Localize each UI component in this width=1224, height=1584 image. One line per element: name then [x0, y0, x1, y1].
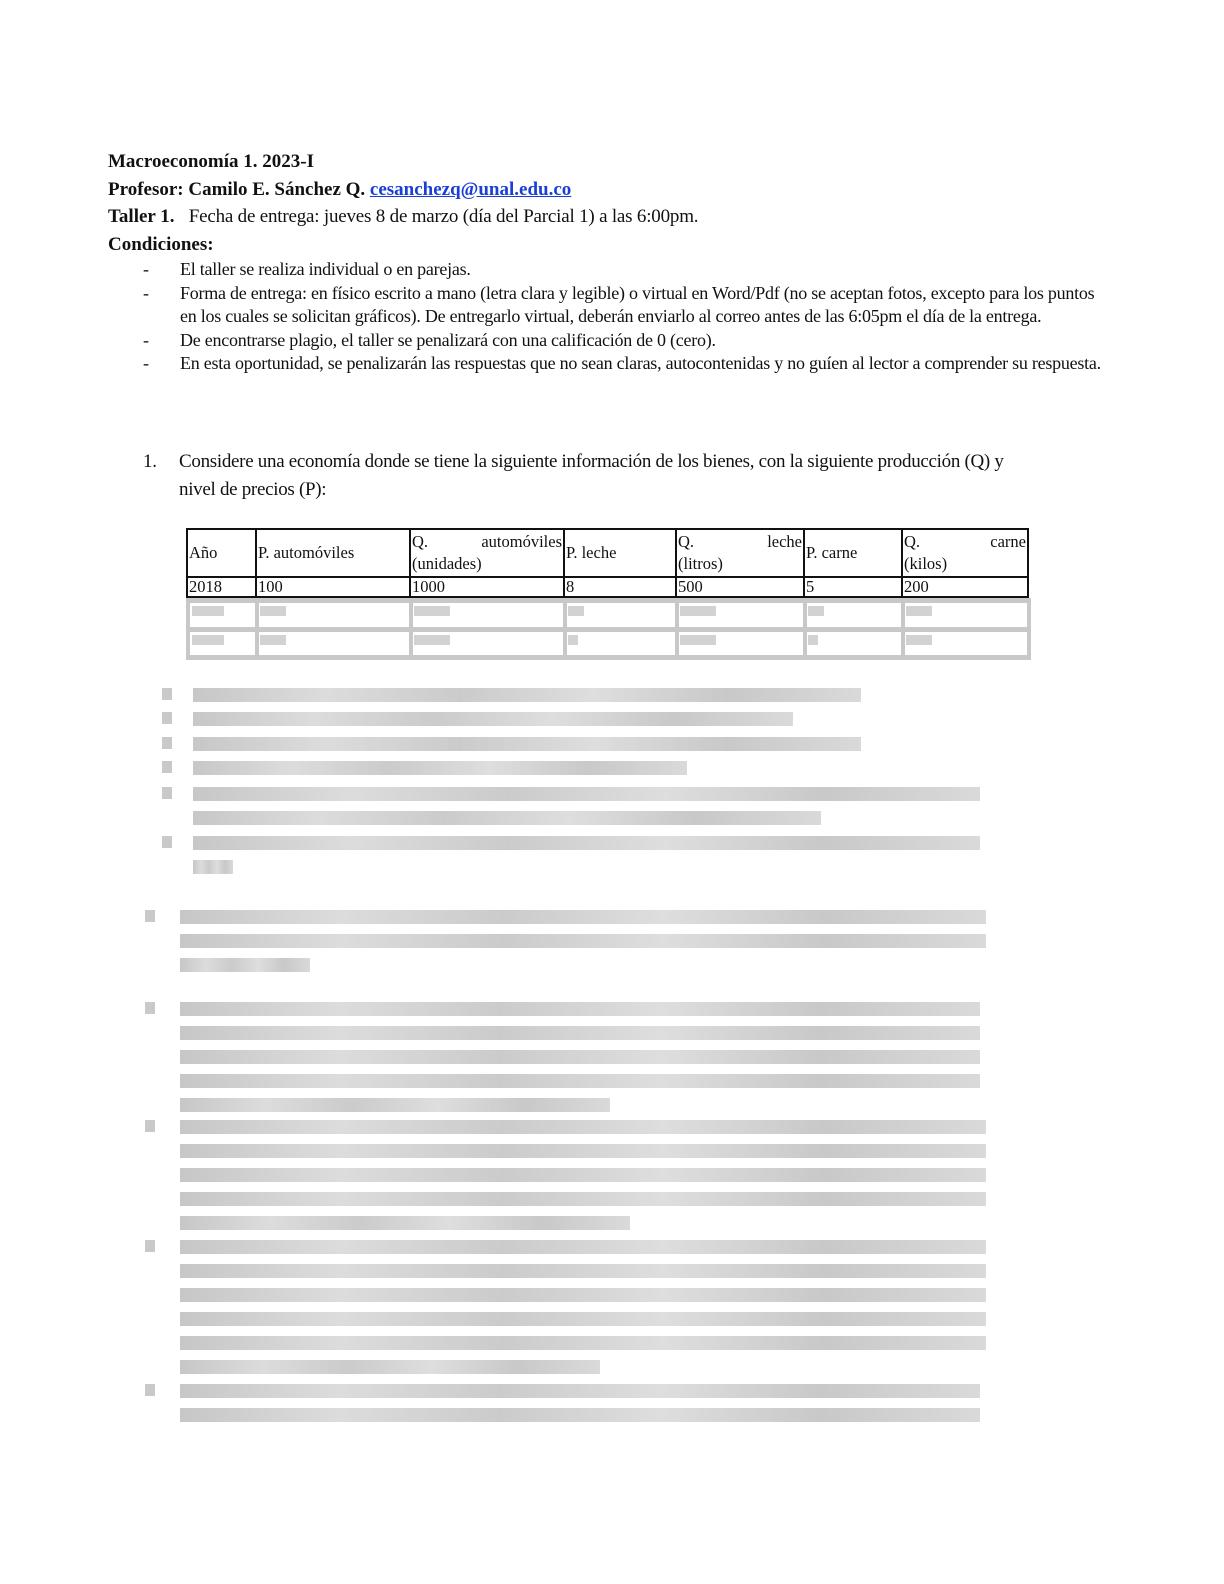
assignment-line: [108, 205, 698, 229]
professor-line: [108, 178, 571, 202]
condition-item: - En esta oportunidad, se penalizarán las respuestas que no sean claras, autocontenidas y no guíen al lector a comprender su respuesta.: [143, 353, 1101, 373]
redacted-table-rows: [186, 598, 1031, 660]
header-cell: Q. leche (litros): [676, 529, 804, 577]
table-cell: 500: [676, 577, 804, 597]
question-text: Considere una economía donde se tiene la siguiente información de los bienes, con la siguiente producción (Q) y nivel de precios (P):: [179, 451, 1004, 500]
professor-email-link[interactable]: cesanchezq@unal.edu.co: [369, 179, 572, 200]
table-cell: 100: [256, 577, 410, 597]
question-1: [143, 448, 1023, 504]
question-number: 1.: [143, 451, 157, 472]
table-cell: 2018: [187, 577, 256, 597]
header-cell: Q. carne (kilos): [902, 529, 1028, 577]
table-row: [187, 577, 1028, 597]
header-cell: Año: [187, 529, 256, 577]
header-cell: P. carne: [804, 529, 902, 577]
header-cell: P. leche: [564, 529, 676, 577]
table-cell: 5: [804, 577, 902, 597]
condition-item: - El taller se realiza individual o en parejas.: [143, 259, 471, 279]
table-header-row: [187, 529, 1028, 577]
due-date: Fecha de entrega: jueves 8 de marzo (día del Parcial 1) a las 6:00pm.: [188, 206, 699, 227]
conditions-heading: Condiciones:: [108, 234, 214, 255]
table-cell: 8: [564, 577, 676, 597]
goods-table: [186, 528, 1029, 598]
condition-item: - De encontrarse plagio, el taller se penalizará con una calificación de 0 (cero).: [143, 329, 716, 350]
professor-name: Profesor: Camilo E. Sánchez Q.: [108, 179, 366, 200]
header-cell: P. automóviles: [256, 529, 410, 577]
table-cell: 200: [902, 577, 1028, 597]
assignment-label: Taller 1.: [108, 206, 175, 227]
table-cell: 1000: [410, 577, 564, 597]
course-title: Macroeconomía 1. 2023-I: [108, 151, 314, 172]
header-cell: Q. automóviles (unidades): [410, 529, 564, 577]
condition-item: - Forma de entrega: en físico escrito a mano (letra clara y legible) o virtual en Word/Pdf (no se aceptan fotos, excepto para los puntos en los cuales se solicitan gráficos). De entregarlo virtual, deberán enviarlo al correo antes de las 6:05pm el día de la entrega.: [143, 282, 1095, 326]
conditions-list: [143, 258, 1113, 376]
